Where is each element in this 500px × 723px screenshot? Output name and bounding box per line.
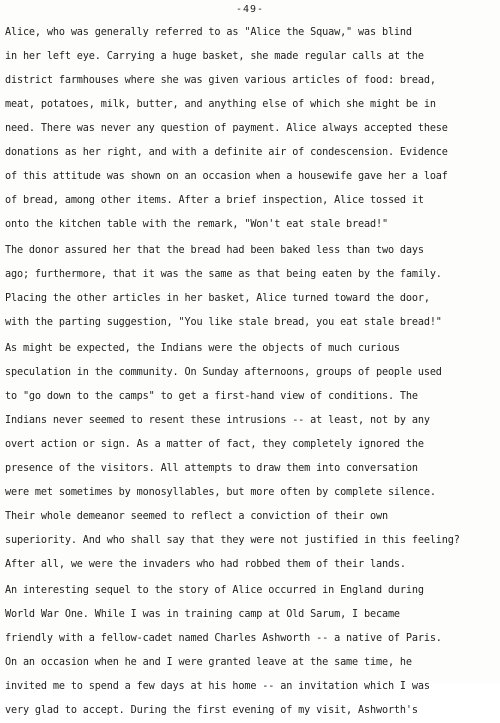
text-line: meat, potatoes, milk, butter, and anything else of which she might be in (5, 99, 436, 110)
text-line: An interesting sequel to the story of Alice occurred in England during (5, 585, 424, 596)
text-line: district farmhouses where she was given various articles of food: bread, (5, 75, 436, 86)
text-line: Alice, who was generally referred to as "Alice the Squaw," was blind (5, 27, 412, 38)
text-line: World War One. While I was in training camp at Old Sarum, I became (5, 609, 400, 620)
text-line: invited me to spend a few days at his home -- an invitation which I was (5, 681, 430, 692)
text-line: Their whole demeanor seemed to reflect a conviction of their own (5, 511, 388, 522)
paragraph-1 (5, 21, 500, 237)
page-number: -49- (235, 4, 265, 15)
text-line: On an occasion when he and I were granted leave at the same time, he (5, 657, 412, 668)
text-line: Placing the other articles in her basket, Alice turned toward the door, (5, 293, 430, 304)
text-line: overt action or sign. As a matter of fact, they completely ignored the (5, 439, 424, 450)
page-body (5, 21, 500, 723)
text-line: As might be expected, the Indians were the objects of much curious (5, 343, 400, 354)
text-line: donations as her right, and with a definite air of condescension. Evidence (5, 147, 448, 158)
text-line: onto the kitchen table with the remark, "Won't eat stale bread!" (5, 219, 388, 230)
text-line: superiority. And who shall say that they were not justified in this feeling? (5, 535, 460, 546)
text-line: in her left eye. Carrying a huge basket, she made regular calls at the (5, 51, 424, 62)
text-line: friendly with a fellow-cadet named Charles Ashworth -- a native of Paris. (5, 633, 442, 644)
paragraph-2 (5, 239, 500, 335)
text-line: need. There was never any question of payment. Alice always accepted these (5, 123, 448, 134)
text-line: were met sometimes by monosyllables, but more often by complete silence. (5, 487, 436, 498)
text-line: After all, we were the invaders who had robbed them of their lands. (5, 559, 406, 570)
text-line: very glad to accept. During the first evening of my visit, Ashworth's (5, 705, 418, 716)
text-line: Indians never seemed to resent these intrusions -- at least, not by any (5, 415, 430, 426)
text-line: to "go down to the camps" to get a first-hand view of conditions. The (5, 391, 418, 402)
paragraph-3 (5, 337, 500, 577)
paragraph-4 (5, 579, 500, 723)
text-line: with the parting suggestion, "You like stale bread, you eat stale bread!" (5, 317, 442, 328)
text-line: ago; furthermore, that it was the same as that being eaten by the family. (5, 269, 442, 280)
text-line: speculation in the community. On Sunday afternoons, groups of people used (5, 367, 442, 378)
text-line: The donor assured her that the bread had been baked less than two days (5, 245, 424, 256)
text-line: presence of the visitors. All attempts to draw them into conversation (5, 463, 418, 474)
text-line: of this attitude was shown on an occasion when a housewife gave her a loaf (5, 171, 448, 182)
text-line: of bread, among other items. After a brief inspection, Alice tossed it (5, 195, 424, 206)
